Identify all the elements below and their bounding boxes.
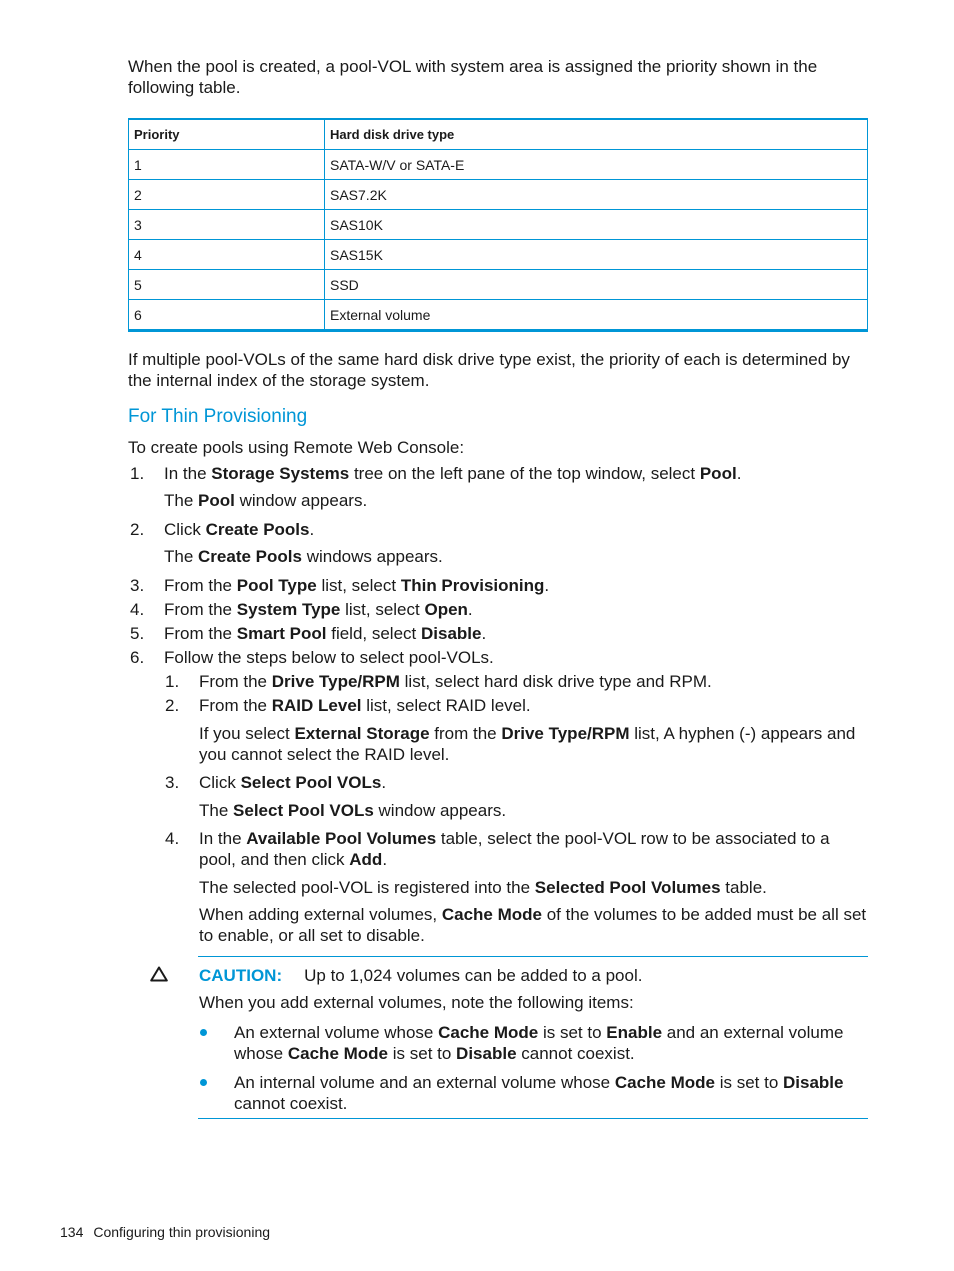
- substep-1-text: From the Drive Type/RPM list, select hard disk drive type and RPM.: [199, 672, 712, 691]
- substep-number: 4.: [165, 829, 180, 848]
- substep-2-text: From the RAID Level list, select RAID level.: [199, 696, 531, 715]
- lead-paragraph: To create pools using Remote Web Console:: [128, 438, 465, 457]
- footer-title: Configuring thin provisioning: [93, 1224, 271, 1240]
- step-4-text: From the System Type list, select Open.: [164, 600, 473, 619]
- drive-type-cell: External volume: [325, 300, 868, 331]
- substep-2-note: If you select External Storage from the Drive Type/RPM list, A hyphen (-) appears and you cannot select the RAID level.: [199, 724, 856, 764]
- table-row: [129, 270, 868, 300]
- step-number: 5.: [130, 624, 145, 643]
- step-5-text: From the Smart Pool field, select Disable.: [164, 624, 487, 643]
- caution-bullet-1: An external volume whose Cache Mode is set to Enable and an external volume whose Cache Mode is set to Disable cannot coexist.: [234, 1023, 844, 1063]
- substep-4-text: In the Available Pool Volumes table, select the pool-VOL row to be associated to a pool, and then click Add.: [199, 829, 830, 869]
- step-number: 3.: [130, 576, 145, 595]
- priority-table: [128, 118, 868, 332]
- priority-cell: 1: [129, 150, 325, 180]
- header-priority: Priority: [129, 119, 325, 150]
- caution-label: CAUTION:: [199, 966, 283, 985]
- header-drive-type: Hard disk drive type: [325, 119, 868, 150]
- caution-line: [199, 965, 879, 986]
- caution-top-rule: [198, 956, 868, 957]
- step-2-result: The Create Pools windows appears.: [164, 547, 443, 566]
- priority-cell: 4: [129, 240, 325, 270]
- table-row: [129, 150, 868, 180]
- section-heading: For Thin Provisioning: [128, 406, 308, 427]
- step-number: 4.: [130, 600, 145, 619]
- drive-type-cell: SAS10K: [325, 210, 868, 240]
- step-number: 2.: [130, 520, 145, 539]
- drive-type-cell: SAS15K: [325, 240, 868, 270]
- priority-cell: 2: [129, 180, 325, 210]
- step-2-text: Click Create Pools.: [164, 520, 315, 539]
- substep-3-result: The Select Pool VOLs window appears.: [199, 801, 507, 820]
- step-number: 6.: [130, 648, 145, 667]
- step-number: 1.: [130, 464, 145, 483]
- substep-4-result: The selected pool-VOL is registered into the Selected Pool Volumes table.: [199, 878, 767, 897]
- page-footer: [60, 1223, 270, 1241]
- step-1-result: The Pool window appears.: [164, 491, 368, 510]
- caution-triangle-icon: [150, 966, 168, 982]
- table-row: [129, 240, 868, 270]
- caution-bottom-rule: [198, 1118, 868, 1119]
- step-3-text: From the Pool Type list, select Thin Provisioning.: [164, 576, 550, 595]
- intro-paragraph: When the pool is created, a pool-VOL with system area is assigned the priority shown in the following table.: [128, 57, 818, 97]
- drive-type-cell: SAS7.2K: [325, 180, 868, 210]
- table-header-row: [129, 119, 868, 150]
- bullet-icon: [200, 1079, 207, 1086]
- substep-number: 2.: [165, 696, 180, 715]
- table-row: [129, 210, 868, 240]
- priority-cell: 5: [129, 270, 325, 300]
- drive-type-cell: SATA-W/V or SATA-E: [325, 150, 868, 180]
- page-number: 134: [60, 1224, 84, 1240]
- caution-text: Up to 1,024 volumes can be added to a pool.: [304, 966, 643, 985]
- priority-cell: 6: [129, 300, 325, 331]
- drive-type-cell: SSD: [325, 270, 868, 300]
- substep-4-note: When adding external volumes, Cache Mode of the volumes to be added must be all set to enable, or all set to disable.: [199, 905, 867, 945]
- bullet-icon: [200, 1029, 207, 1036]
- substep-3-text: Click Select Pool VOLs.: [199, 773, 387, 792]
- step-6-text: Follow the steps below to select pool-VOLs.: [164, 648, 494, 667]
- substep-number: 1.: [165, 672, 180, 691]
- table-row: [129, 300, 868, 331]
- substep-number: 3.: [165, 773, 180, 792]
- after-table-paragraph: If multiple pool-VOLs of the same hard disk drive type exist, the priority of each is determined by the internal index of the storage system.: [128, 350, 850, 390]
- caution-intro: When you add external volumes, note the following items:: [199, 993, 634, 1012]
- step-1-text: In the Storage Systems tree on the left pane of the top window, select Pool.: [164, 464, 742, 483]
- priority-cell: 3: [129, 210, 325, 240]
- caution-bullet-2: An internal volume and an external volume whose Cache Mode is set to Disable cannot coexist.: [234, 1073, 844, 1113]
- table-row: [129, 180, 868, 210]
